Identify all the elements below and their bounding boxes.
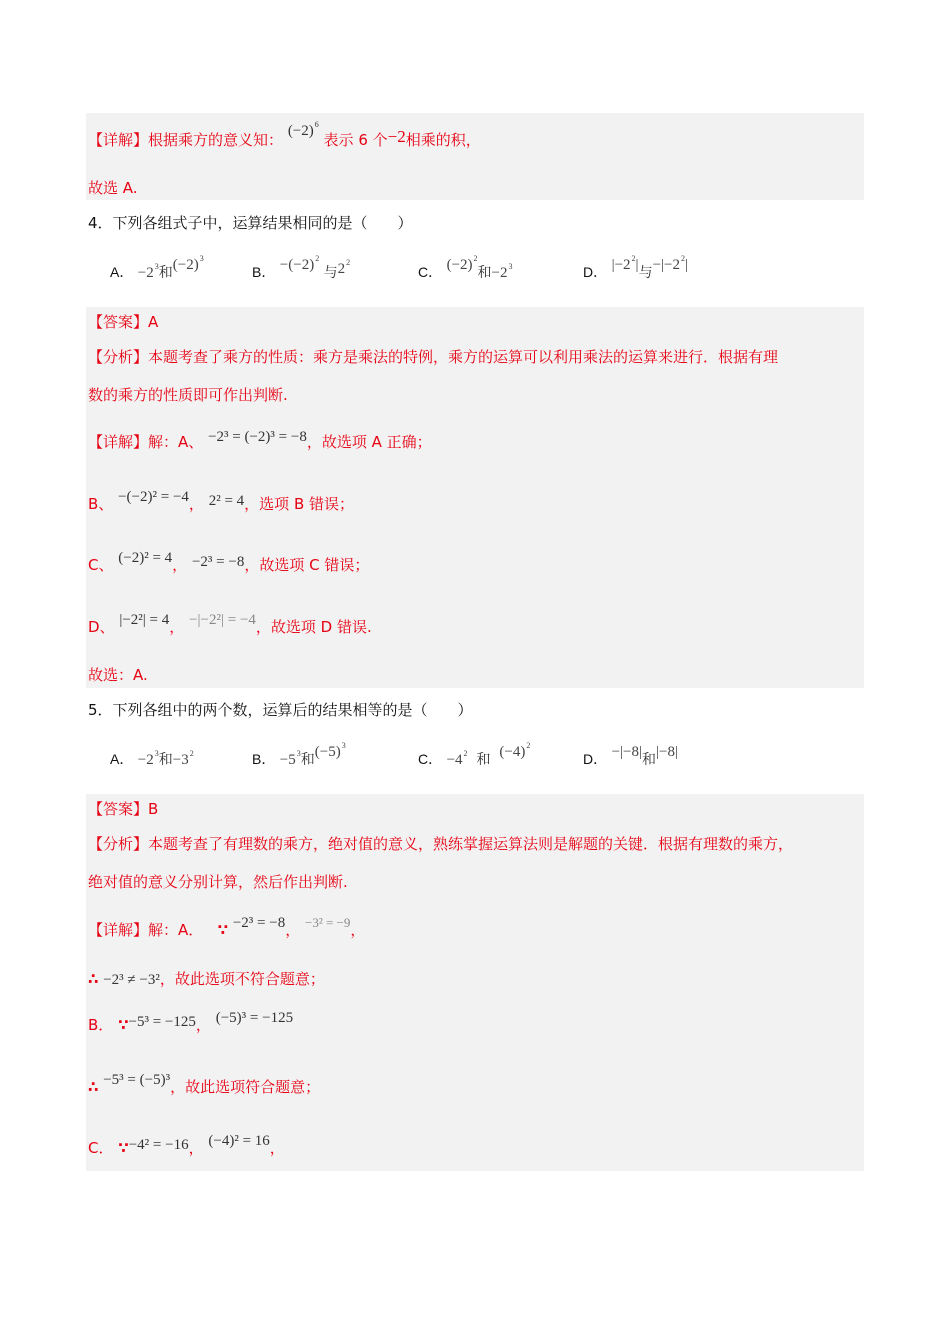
q5-answer-tag: 【答案】	[88, 800, 149, 818]
q5-answer-value: B	[148, 800, 159, 818]
q4-conclusion: 故选：A.	[88, 666, 148, 684]
q4-option-d[interactable]: D． $|-2^2|$与$-|-2^2|$	[583, 254, 688, 281]
q5-analysis-tag: 【分析】	[88, 835, 149, 853]
q5-detail-a: 【详解】解：A． ∵ −2³ = −8， −3² = −9，	[88, 915, 366, 939]
q4-answer	[88, 312, 158, 332]
q4-stem: 4．下列各组式子中，运算结果相同的是（ ）	[88, 214, 413, 232]
q3-detail-tag: 【详解】	[88, 131, 149, 149]
q5-detail-c: C． ∵−4² = −16， (−4)² = 16，	[88, 1133, 285, 1157]
q5-stem: 5．下列各组中的两个数，运算后的结果相等的是（ ）	[88, 701, 473, 719]
because-symbol: ∵	[217, 921, 229, 939]
q3-expr1: $(-2)^6$	[287, 120, 319, 139]
q5-option-d[interactable]: D． −|−8|和|−8|	[583, 744, 678, 768]
q5-detail-tag: 【详解】	[88, 921, 149, 939]
q4-detail-c: C、 (−2)² = 4， −2³ = −8，故选项 C 错误；	[88, 550, 370, 574]
q5-answer	[88, 799, 158, 819]
q3-expr2: −2	[387, 127, 406, 146]
q5-option-b[interactable]: B． $-5^3$和$(-5)^3$	[252, 741, 346, 768]
q4-answer-value: A	[148, 313, 159, 331]
q3-conclusion: 故选 A.	[88, 179, 138, 197]
q4-option-b[interactable]: B． $-(-2)^2$ 与$2^2$	[252, 254, 351, 281]
q3-detail-line: 【详解】根据乘方的意义知： $(-2)^6$ 表示 6 个−2相乘的积，	[88, 120, 481, 149]
q4-detail-tag: 【详解】	[88, 433, 149, 451]
q5-analysis-line2: 绝对值的意义分别计算，然后作出判断.	[88, 873, 348, 891]
q4-answer-tag: 【答案】	[88, 313, 149, 331]
q4-analysis-line1: 【分析】本题考查了乘方的性质：乘方是乘法的特例，乘方的运算可以利用乘法的运算来进行．根据有理	[88, 348, 779, 366]
q5-analysis-line1: 【分析】本题考查了有理数的乘方，绝对值的意义，熟练掌握运算法则是解题的关键．根据有理数的乘方，	[88, 835, 794, 853]
therefore-symbol: ∴	[88, 970, 99, 988]
q4-option-a[interactable]: A． $-2^3$和$(-2)^3$	[110, 254, 204, 281]
q4-option-c[interactable]: C． $(-2)^2$和$-2^3$	[418, 254, 513, 281]
q4-analysis-line2: 数的乘方的性质即可作出判断.	[88, 386, 288, 404]
q5-option-a[interactable]: A． $-2^3$和$-3^2$	[110, 749, 194, 768]
q4-detail-b: B、 −(−2)² = −4， 2² = 4，选项 B 错误；	[88, 489, 354, 513]
q4-analysis-tag: 【分析】	[88, 348, 149, 366]
q5-option-c[interactable]: C． $-4^2$ 和 $(-4)^2$	[418, 741, 531, 768]
q4-detail-a: 【详解】解：A、 −2³ = (−2)³ = −8，故选项 A 正确；	[88, 429, 432, 451]
q5-detail-b: B． ∵−5³ = −125， (−5)³ = −125	[88, 1010, 294, 1034]
q4-detail-d: D、 |−2²| = 4， −|−2²| = −4，故选项 D 错误.	[88, 612, 372, 636]
q5-detail-b-conclusion: ∴ −5³ = (−5)³，故此选项符合题意；	[88, 1072, 321, 1096]
q5-detail-a-conclusion: ∴ −2³ ≠ −3²，故此选项不符合题意；	[88, 970, 325, 988]
q3-solution-block	[86, 113, 864, 200]
